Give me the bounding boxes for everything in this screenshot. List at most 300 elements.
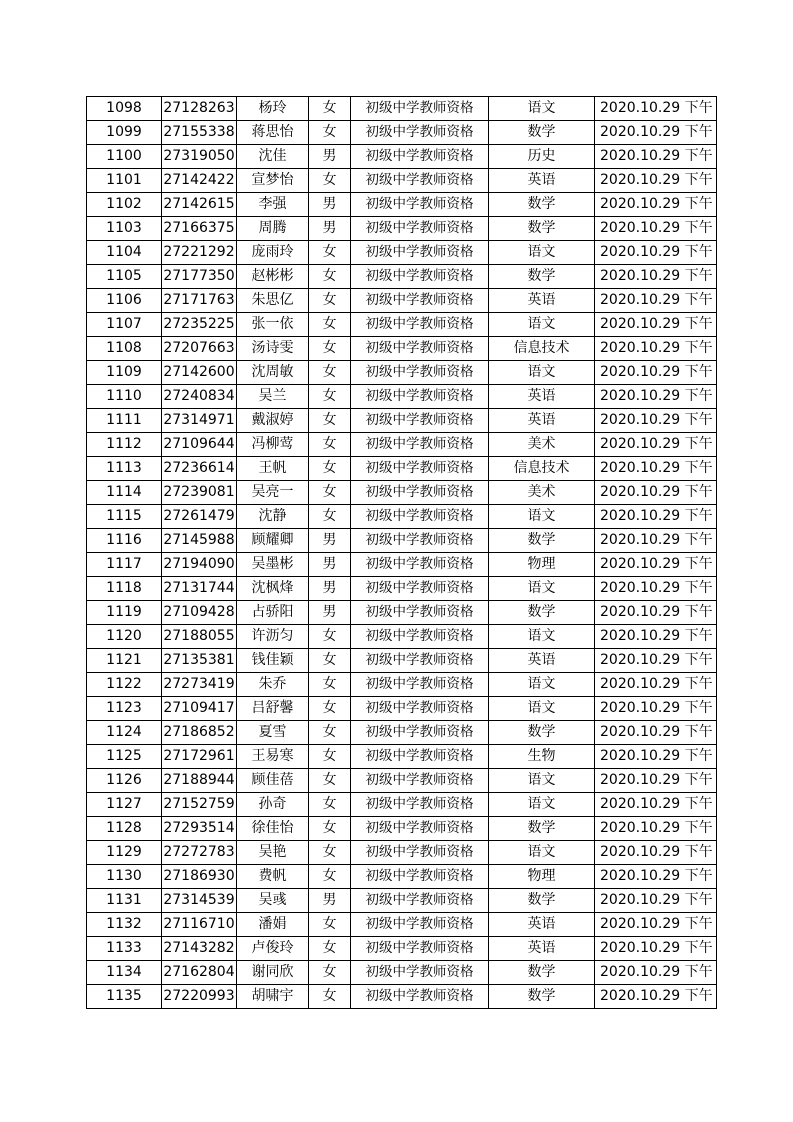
seq-cell: 1129 — [87, 841, 162, 865]
date-cell: 2020.10.29 下午 — [595, 193, 717, 217]
subject-cell: 语文 — [489, 625, 595, 649]
name-cell: 吕舒馨 — [237, 697, 309, 721]
date-cell: 2020.10.29 下午 — [595, 817, 717, 841]
subject-cell: 语文 — [489, 697, 595, 721]
table-row — [87, 481, 717, 505]
qualification-cell: 初级中学教师资格 — [351, 337, 489, 361]
qualification-cell: 初级中学教师资格 — [351, 721, 489, 745]
seq-cell: 1114 — [87, 481, 162, 505]
qualification-cell: 初级中学教师资格 — [351, 145, 489, 169]
subject-cell: 英语 — [489, 937, 595, 961]
qualification-cell: 初级中学教师资格 — [351, 625, 489, 649]
date-cell: 2020.10.29 下午 — [595, 745, 717, 769]
seq-cell: 1131 — [87, 889, 162, 913]
exam-id-cell: 27221292 — [162, 241, 237, 265]
exam-id-cell: 27220993 — [162, 985, 237, 1009]
qualification-cell: 初级中学教师资格 — [351, 409, 489, 433]
table-row — [87, 265, 717, 289]
table-row — [87, 241, 717, 265]
roster-body — [87, 97, 717, 1009]
date-cell: 2020.10.29 下午 — [595, 433, 717, 457]
exam-id-cell: 27162804 — [162, 961, 237, 985]
exam-id-cell: 27186852 — [162, 721, 237, 745]
name-cell: 谢同欣 — [237, 961, 309, 985]
gender-cell: 女 — [309, 817, 351, 841]
table-row — [87, 289, 717, 313]
table-row — [87, 649, 717, 673]
table-row — [87, 985, 717, 1009]
seq-cell: 1124 — [87, 721, 162, 745]
name-cell: 卢俊玲 — [237, 937, 309, 961]
subject-cell: 数学 — [489, 193, 595, 217]
table-row — [87, 529, 717, 553]
exam-id-cell: 27273419 — [162, 673, 237, 697]
date-cell: 2020.10.29 下午 — [595, 313, 717, 337]
table-row — [87, 145, 717, 169]
gender-cell: 女 — [309, 697, 351, 721]
table-row — [87, 553, 717, 577]
qualification-cell: 初级中学教师资格 — [351, 673, 489, 697]
date-cell: 2020.10.29 下午 — [595, 241, 717, 265]
gender-cell: 男 — [309, 193, 351, 217]
seq-cell: 1105 — [87, 265, 162, 289]
subject-cell: 英语 — [489, 913, 595, 937]
name-cell: 许沥匀 — [237, 625, 309, 649]
table-row — [87, 721, 717, 745]
exam-id-cell: 27143282 — [162, 937, 237, 961]
exam-id-cell: 27172961 — [162, 745, 237, 769]
seq-cell: 1116 — [87, 529, 162, 553]
name-cell: 王帆 — [237, 457, 309, 481]
date-cell: 2020.10.29 下午 — [595, 385, 717, 409]
seq-cell: 1108 — [87, 337, 162, 361]
gender-cell: 女 — [309, 265, 351, 289]
seq-cell: 1134 — [87, 961, 162, 985]
seq-cell: 1133 — [87, 937, 162, 961]
seq-cell: 1099 — [87, 121, 162, 145]
date-cell: 2020.10.29 下午 — [595, 913, 717, 937]
seq-cell: 1126 — [87, 769, 162, 793]
subject-cell: 语文 — [489, 793, 595, 817]
date-cell: 2020.10.29 下午 — [595, 217, 717, 241]
seq-cell: 1106 — [87, 289, 162, 313]
date-cell: 2020.10.29 下午 — [595, 697, 717, 721]
table-row — [87, 313, 717, 337]
gender-cell: 女 — [309, 313, 351, 337]
table-row — [87, 505, 717, 529]
date-cell: 2020.10.29 下午 — [595, 649, 717, 673]
seq-cell: 1123 — [87, 697, 162, 721]
seq-cell: 1109 — [87, 361, 162, 385]
date-cell: 2020.10.29 下午 — [595, 505, 717, 529]
gender-cell: 女 — [309, 385, 351, 409]
qualification-cell: 初级中学教师资格 — [351, 601, 489, 625]
table-row — [87, 673, 717, 697]
qualification-cell: 初级中学教师资格 — [351, 985, 489, 1009]
subject-cell: 语文 — [489, 361, 595, 385]
name-cell: 赵彬彬 — [237, 265, 309, 289]
qualification-cell: 初级中学教师资格 — [351, 841, 489, 865]
exam-id-cell: 27207663 — [162, 337, 237, 361]
name-cell: 沈佳 — [237, 145, 309, 169]
qualification-cell: 初级中学教师资格 — [351, 865, 489, 889]
subject-cell: 语文 — [489, 505, 595, 529]
exam-id-cell: 27235225 — [162, 313, 237, 337]
exam-id-cell: 27166375 — [162, 217, 237, 241]
gender-cell: 女 — [309, 457, 351, 481]
gender-cell: 女 — [309, 745, 351, 769]
roster-table — [86, 96, 717, 1009]
subject-cell: 数学 — [489, 601, 595, 625]
table-row — [87, 97, 717, 121]
subject-cell: 美术 — [489, 433, 595, 457]
exam-id-cell: 27142615 — [162, 193, 237, 217]
name-cell: 冯柳莺 — [237, 433, 309, 457]
name-cell: 费帆 — [237, 865, 309, 889]
gender-cell: 男 — [309, 577, 351, 601]
exam-id-cell: 27261479 — [162, 505, 237, 529]
seq-cell: 1130 — [87, 865, 162, 889]
name-cell: 沈枫烽 — [237, 577, 309, 601]
seq-cell: 1128 — [87, 817, 162, 841]
table-row — [87, 433, 717, 457]
qualification-cell: 初级中学教师资格 — [351, 529, 489, 553]
seq-cell: 1115 — [87, 505, 162, 529]
date-cell: 2020.10.29 下午 — [595, 481, 717, 505]
seq-cell: 1121 — [87, 649, 162, 673]
date-cell: 2020.10.29 下午 — [595, 721, 717, 745]
qualification-cell: 初级中学教师资格 — [351, 361, 489, 385]
gender-cell: 女 — [309, 841, 351, 865]
gender-cell: 男 — [309, 601, 351, 625]
gender-cell: 女 — [309, 649, 351, 673]
qualification-cell: 初级中学教师资格 — [351, 169, 489, 193]
name-cell: 庞雨玲 — [237, 241, 309, 265]
exam-id-cell: 27142600 — [162, 361, 237, 385]
qualification-cell: 初级中学教师资格 — [351, 913, 489, 937]
qualification-cell: 初级中学教师资格 — [351, 481, 489, 505]
qualification-cell: 初级中学教师资格 — [351, 505, 489, 529]
seq-cell: 1120 — [87, 625, 162, 649]
table-row — [87, 625, 717, 649]
name-cell: 占骄阳 — [237, 601, 309, 625]
exam-id-cell: 27239081 — [162, 481, 237, 505]
gender-cell: 女 — [309, 289, 351, 313]
exam-id-cell: 27171763 — [162, 289, 237, 313]
gender-cell: 女 — [309, 337, 351, 361]
table-row — [87, 409, 717, 433]
date-cell: 2020.10.29 下午 — [595, 793, 717, 817]
subject-cell: 数学 — [489, 529, 595, 553]
date-cell: 2020.10.29 下午 — [595, 553, 717, 577]
table-row — [87, 121, 717, 145]
qualification-cell: 初级中学教师资格 — [351, 97, 489, 121]
qualification-cell: 初级中学教师资格 — [351, 265, 489, 289]
seq-cell: 1132 — [87, 913, 162, 937]
gender-cell: 女 — [309, 505, 351, 529]
qualification-cell: 初级中学教师资格 — [351, 649, 489, 673]
date-cell: 2020.10.29 下午 — [595, 289, 717, 313]
gender-cell: 女 — [309, 625, 351, 649]
gender-cell: 男 — [309, 889, 351, 913]
date-cell: 2020.10.29 下午 — [595, 961, 717, 985]
seq-cell: 1117 — [87, 553, 162, 577]
exam-id-cell: 27314539 — [162, 889, 237, 913]
name-cell: 蒋思怡 — [237, 121, 309, 145]
qualification-cell: 初级中学教师资格 — [351, 385, 489, 409]
table-row — [87, 337, 717, 361]
name-cell: 沈周敏 — [237, 361, 309, 385]
name-cell: 吴艳 — [237, 841, 309, 865]
subject-cell: 英语 — [489, 409, 595, 433]
qualification-cell: 初级中学教师资格 — [351, 193, 489, 217]
subject-cell: 英语 — [489, 169, 595, 193]
qualification-cell: 初级中学教师资格 — [351, 577, 489, 601]
date-cell: 2020.10.29 下午 — [595, 937, 717, 961]
qualification-cell: 初级中学教师资格 — [351, 433, 489, 457]
subject-cell: 数学 — [489, 985, 595, 1009]
date-cell: 2020.10.29 下午 — [595, 169, 717, 193]
gender-cell: 男 — [309, 529, 351, 553]
exam-id-cell: 27145988 — [162, 529, 237, 553]
qualification-cell: 初级中学教师资格 — [351, 553, 489, 577]
table-row — [87, 457, 717, 481]
gender-cell: 女 — [309, 169, 351, 193]
subject-cell: 语文 — [489, 577, 595, 601]
gender-cell: 女 — [309, 937, 351, 961]
seq-cell: 1125 — [87, 745, 162, 769]
gender-cell: 女 — [309, 121, 351, 145]
seq-cell: 1110 — [87, 385, 162, 409]
name-cell: 汤诗雯 — [237, 337, 309, 361]
date-cell: 2020.10.29 下午 — [595, 841, 717, 865]
exam-id-cell: 27240834 — [162, 385, 237, 409]
subject-cell: 语文 — [489, 769, 595, 793]
name-cell: 顾耀卿 — [237, 529, 309, 553]
date-cell: 2020.10.29 下午 — [595, 457, 717, 481]
gender-cell: 男 — [309, 217, 351, 241]
table-row — [87, 793, 717, 817]
gender-cell: 女 — [309, 865, 351, 889]
exam-id-cell: 27188944 — [162, 769, 237, 793]
date-cell: 2020.10.29 下午 — [595, 121, 717, 145]
seq-cell: 1112 — [87, 433, 162, 457]
date-cell: 2020.10.29 下午 — [595, 577, 717, 601]
gender-cell: 女 — [309, 793, 351, 817]
subject-cell: 数学 — [489, 265, 595, 289]
seq-cell: 1135 — [87, 985, 162, 1009]
qualification-cell: 初级中学教师资格 — [351, 937, 489, 961]
seq-cell: 1102 — [87, 193, 162, 217]
gender-cell: 女 — [309, 97, 351, 121]
subject-cell: 语文 — [489, 241, 595, 265]
name-cell: 顾佳蓓 — [237, 769, 309, 793]
table-row — [87, 913, 717, 937]
seq-cell: 1104 — [87, 241, 162, 265]
subject-cell: 美术 — [489, 481, 595, 505]
name-cell: 朱思亿 — [237, 289, 309, 313]
subject-cell: 生物 — [489, 745, 595, 769]
exam-id-cell: 27152759 — [162, 793, 237, 817]
exam-id-cell: 27293514 — [162, 817, 237, 841]
seq-cell: 1098 — [87, 97, 162, 121]
subject-cell: 信息技术 — [489, 457, 595, 481]
name-cell: 张一依 — [237, 313, 309, 337]
table-row — [87, 697, 717, 721]
subject-cell: 语文 — [489, 97, 595, 121]
seq-cell: 1118 — [87, 577, 162, 601]
qualification-cell: 初级中学教师资格 — [351, 289, 489, 313]
qualification-cell: 初级中学教师资格 — [351, 817, 489, 841]
subject-cell: 数学 — [489, 217, 595, 241]
qualification-cell: 初级中学教师资格 — [351, 121, 489, 145]
exam-id-cell: 27272783 — [162, 841, 237, 865]
table-row — [87, 745, 717, 769]
subject-cell: 英语 — [489, 289, 595, 313]
name-cell: 吴彧 — [237, 889, 309, 913]
exam-id-cell: 27109417 — [162, 697, 237, 721]
seq-cell: 1113 — [87, 457, 162, 481]
exam-id-cell: 27236614 — [162, 457, 237, 481]
qualification-cell: 初级中学教师资格 — [351, 889, 489, 913]
gender-cell: 女 — [309, 913, 351, 937]
seq-cell: 1101 — [87, 169, 162, 193]
name-cell: 王易寒 — [237, 745, 309, 769]
gender-cell: 女 — [309, 409, 351, 433]
seq-cell: 1100 — [87, 145, 162, 169]
date-cell: 2020.10.29 下午 — [595, 265, 717, 289]
exam-id-cell: 27128263 — [162, 97, 237, 121]
name-cell: 钱佳颖 — [237, 649, 309, 673]
qualification-cell: 初级中学教师资格 — [351, 241, 489, 265]
table-row — [87, 385, 717, 409]
gender-cell: 女 — [309, 721, 351, 745]
date-cell: 2020.10.29 下午 — [595, 769, 717, 793]
date-cell: 2020.10.29 下午 — [595, 889, 717, 913]
exam-id-cell: 27188055 — [162, 625, 237, 649]
table-row — [87, 841, 717, 865]
qualification-cell: 初级中学教师资格 — [351, 745, 489, 769]
date-cell: 2020.10.29 下午 — [595, 601, 717, 625]
seq-cell: 1107 — [87, 313, 162, 337]
subject-cell: 英语 — [489, 385, 595, 409]
exam-id-cell: 27131744 — [162, 577, 237, 601]
gender-cell: 男 — [309, 553, 351, 577]
subject-cell: 英语 — [489, 649, 595, 673]
subject-cell: 数学 — [489, 961, 595, 985]
table-row — [87, 865, 717, 889]
table-row — [87, 577, 717, 601]
gender-cell: 女 — [309, 769, 351, 793]
date-cell: 2020.10.29 下午 — [595, 865, 717, 889]
name-cell: 胡啸宇 — [237, 985, 309, 1009]
table-row — [87, 601, 717, 625]
date-cell: 2020.10.29 下午 — [595, 529, 717, 553]
subject-cell: 语文 — [489, 673, 595, 697]
date-cell: 2020.10.29 下午 — [595, 97, 717, 121]
exam-id-cell: 27314971 — [162, 409, 237, 433]
exam-id-cell: 27319050 — [162, 145, 237, 169]
exam-id-cell: 27186930 — [162, 865, 237, 889]
table-row — [87, 217, 717, 241]
table-row — [87, 361, 717, 385]
name-cell: 李强 — [237, 193, 309, 217]
qualification-cell: 初级中学教师资格 — [351, 313, 489, 337]
qualification-cell: 初级中学教师资格 — [351, 769, 489, 793]
date-cell: 2020.10.29 下午 — [595, 361, 717, 385]
name-cell: 周腾 — [237, 217, 309, 241]
seq-cell: 1122 — [87, 673, 162, 697]
name-cell: 吴亮一 — [237, 481, 309, 505]
subject-cell: 物理 — [489, 553, 595, 577]
date-cell: 2020.10.29 下午 — [595, 409, 717, 433]
qualification-cell: 初级中学教师资格 — [351, 697, 489, 721]
table-row — [87, 937, 717, 961]
name-cell: 宣梦怡 — [237, 169, 309, 193]
table-row — [87, 961, 717, 985]
name-cell: 潘娟 — [237, 913, 309, 937]
gender-cell: 男 — [309, 145, 351, 169]
subject-cell: 物理 — [489, 865, 595, 889]
date-cell: 2020.10.29 下午 — [595, 337, 717, 361]
date-cell: 2020.10.29 下午 — [595, 625, 717, 649]
exam-id-cell: 27109428 — [162, 601, 237, 625]
name-cell: 戴淑婷 — [237, 409, 309, 433]
exam-id-cell: 27116710 — [162, 913, 237, 937]
name-cell: 吴墨彬 — [237, 553, 309, 577]
subject-cell: 数学 — [489, 721, 595, 745]
seq-cell: 1127 — [87, 793, 162, 817]
subject-cell: 数学 — [489, 121, 595, 145]
gender-cell: 女 — [309, 985, 351, 1009]
name-cell: 朱乔 — [237, 673, 309, 697]
subject-cell: 语文 — [489, 841, 595, 865]
table-row — [87, 169, 717, 193]
name-cell: 徐佳怡 — [237, 817, 309, 841]
name-cell: 孙奇 — [237, 793, 309, 817]
exam-id-cell: 27109644 — [162, 433, 237, 457]
table-row — [87, 193, 717, 217]
exam-id-cell: 27135381 — [162, 649, 237, 673]
subject-cell: 语文 — [489, 313, 595, 337]
seq-cell: 1119 — [87, 601, 162, 625]
subject-cell: 信息技术 — [489, 337, 595, 361]
seq-cell: 1111 — [87, 409, 162, 433]
table-row — [87, 889, 717, 913]
exam-id-cell: 27194090 — [162, 553, 237, 577]
qualification-cell: 初级中学教师资格 — [351, 793, 489, 817]
subject-cell: 数学 — [489, 889, 595, 913]
subject-cell: 历史 — [489, 145, 595, 169]
exam-id-cell: 27155338 — [162, 121, 237, 145]
gender-cell: 女 — [309, 433, 351, 457]
gender-cell: 女 — [309, 961, 351, 985]
gender-cell: 女 — [309, 241, 351, 265]
name-cell: 杨玲 — [237, 97, 309, 121]
date-cell: 2020.10.29 下午 — [595, 145, 717, 169]
table-row — [87, 769, 717, 793]
date-cell: 2020.10.29 下午 — [595, 985, 717, 1009]
table-row — [87, 817, 717, 841]
name-cell: 夏雪 — [237, 721, 309, 745]
subject-cell: 数学 — [489, 817, 595, 841]
date-cell: 2020.10.29 下午 — [595, 673, 717, 697]
qualification-cell: 初级中学教师资格 — [351, 217, 489, 241]
name-cell: 吴兰 — [237, 385, 309, 409]
gender-cell: 女 — [309, 481, 351, 505]
gender-cell: 女 — [309, 361, 351, 385]
seq-cell: 1103 — [87, 217, 162, 241]
